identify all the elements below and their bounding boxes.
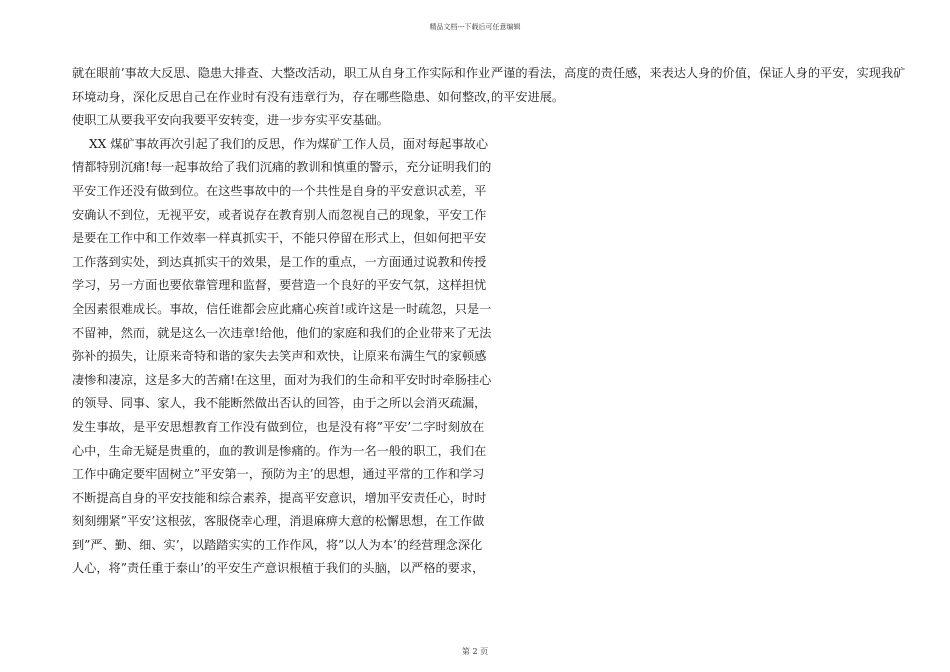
right-text-column <box>491 62 906 109</box>
text-line: 学习，另一方面也要依靠管理和监督，要营造一个良好的平安气氛，这样担忧 <box>72 278 487 293</box>
text-line: 人心，将”责任重于泰山’的平安生产意识根植于我们的头脑，以严格的要求， <box>72 561 485 576</box>
page-header: 精品文档---下载后可任意编辑 <box>429 23 521 31</box>
text-line: 不断提高自身的平安技能和综合素养，提高平安意识，增加平安责任心，时时 <box>72 490 487 505</box>
text-line: XX 煤矿事故再次引起了我们的反思，作为煤矿工作人员，面对每起事故心 <box>89 136 489 151</box>
left-text-column <box>72 62 499 581</box>
text-line: 不留神，然而，就是这么一次违章!给他，他们的家庭和我们的企业带来了无法 <box>72 325 492 340</box>
text-line: 是要在工作中和工作效率一样真抓实干，不能只停留在形式上，但如何把平安 <box>72 231 487 246</box>
text-line: 环境动身，深化反思自己在作业时有没有违章行为，存在哪些隐患、如何整改， <box>72 89 499 104</box>
text-line: 平安工作还没有做到位。在这些事故中的一个共性是自身的平安意识忒差，平 <box>72 183 487 198</box>
text-line: 就在眼前’事故大反思、隐患大排查、大整改活动，职工从自身工作实际和作业 <box>72 66 491 80</box>
text-line: 工作中确定要牢固树立”平安第一，预防为主’的思想，通过平常的工作和学习 <box>72 467 485 482</box>
text-line: 严谨的看法，高度的责任感，来表达人身的价值，保证人身的平安，实现我矿 <box>491 66 906 80</box>
text-line: 安确认不到位，无视平安，或者说存在教育别人而忽视自己的现象，平安工作 <box>72 207 487 222</box>
text-line: 心中，生命无疑是贵重的，血的教训是惨痛的。作为一名一般的职工，我们在 <box>72 443 487 458</box>
text-line: 工作落到实处，到达真抓实干的效果，是工作的重点，一方面通过说教和传授 <box>72 254 487 269</box>
text-line: 发生事故，是平安思想教育工作没有做到位，也是没有将”平安’二字时刻放在 <box>72 419 485 434</box>
text-line: 的平安进展。 <box>491 89 565 104</box>
text-line: 凄惨和凄凉，这是多大的苦痛!在这里，面对为我们的生命和平安时时牵肠挂心 <box>72 372 492 387</box>
text-line: 的领导、同事、家人，我不能断然做出否认的回答，由于之所以会消灭疏漏， <box>72 396 487 411</box>
text-line: 情都特别沉痛!每一起事故给了我们沉痛的教训和慎重的警示，充分证明我们的 <box>72 160 492 175</box>
text-line: 到”严、勤、细、实’，以踏踏实实的工作作风，将”以人为本’的经营理念深化 <box>72 537 483 552</box>
text-line: 弥补的损失，让原来奇特和谐的家失去笑声和欢快，让原来布满生气的家顿感 <box>72 349 487 364</box>
text-line: 全因素很难成长。事故，信任谁都会应此痛心疾首!或许这是一时疏忽，只是一 <box>72 301 492 316</box>
page-number: 第 2 页 <box>461 647 489 656</box>
text-line: 刻刻绷紧”平安’这根弦，客服侥幸心理，消退麻痹大意的松懈思想，在工作做 <box>72 514 485 529</box>
text-line: 使职工从要我平安向我要平安转变，进一步夯实平安基础。 <box>72 113 389 128</box>
